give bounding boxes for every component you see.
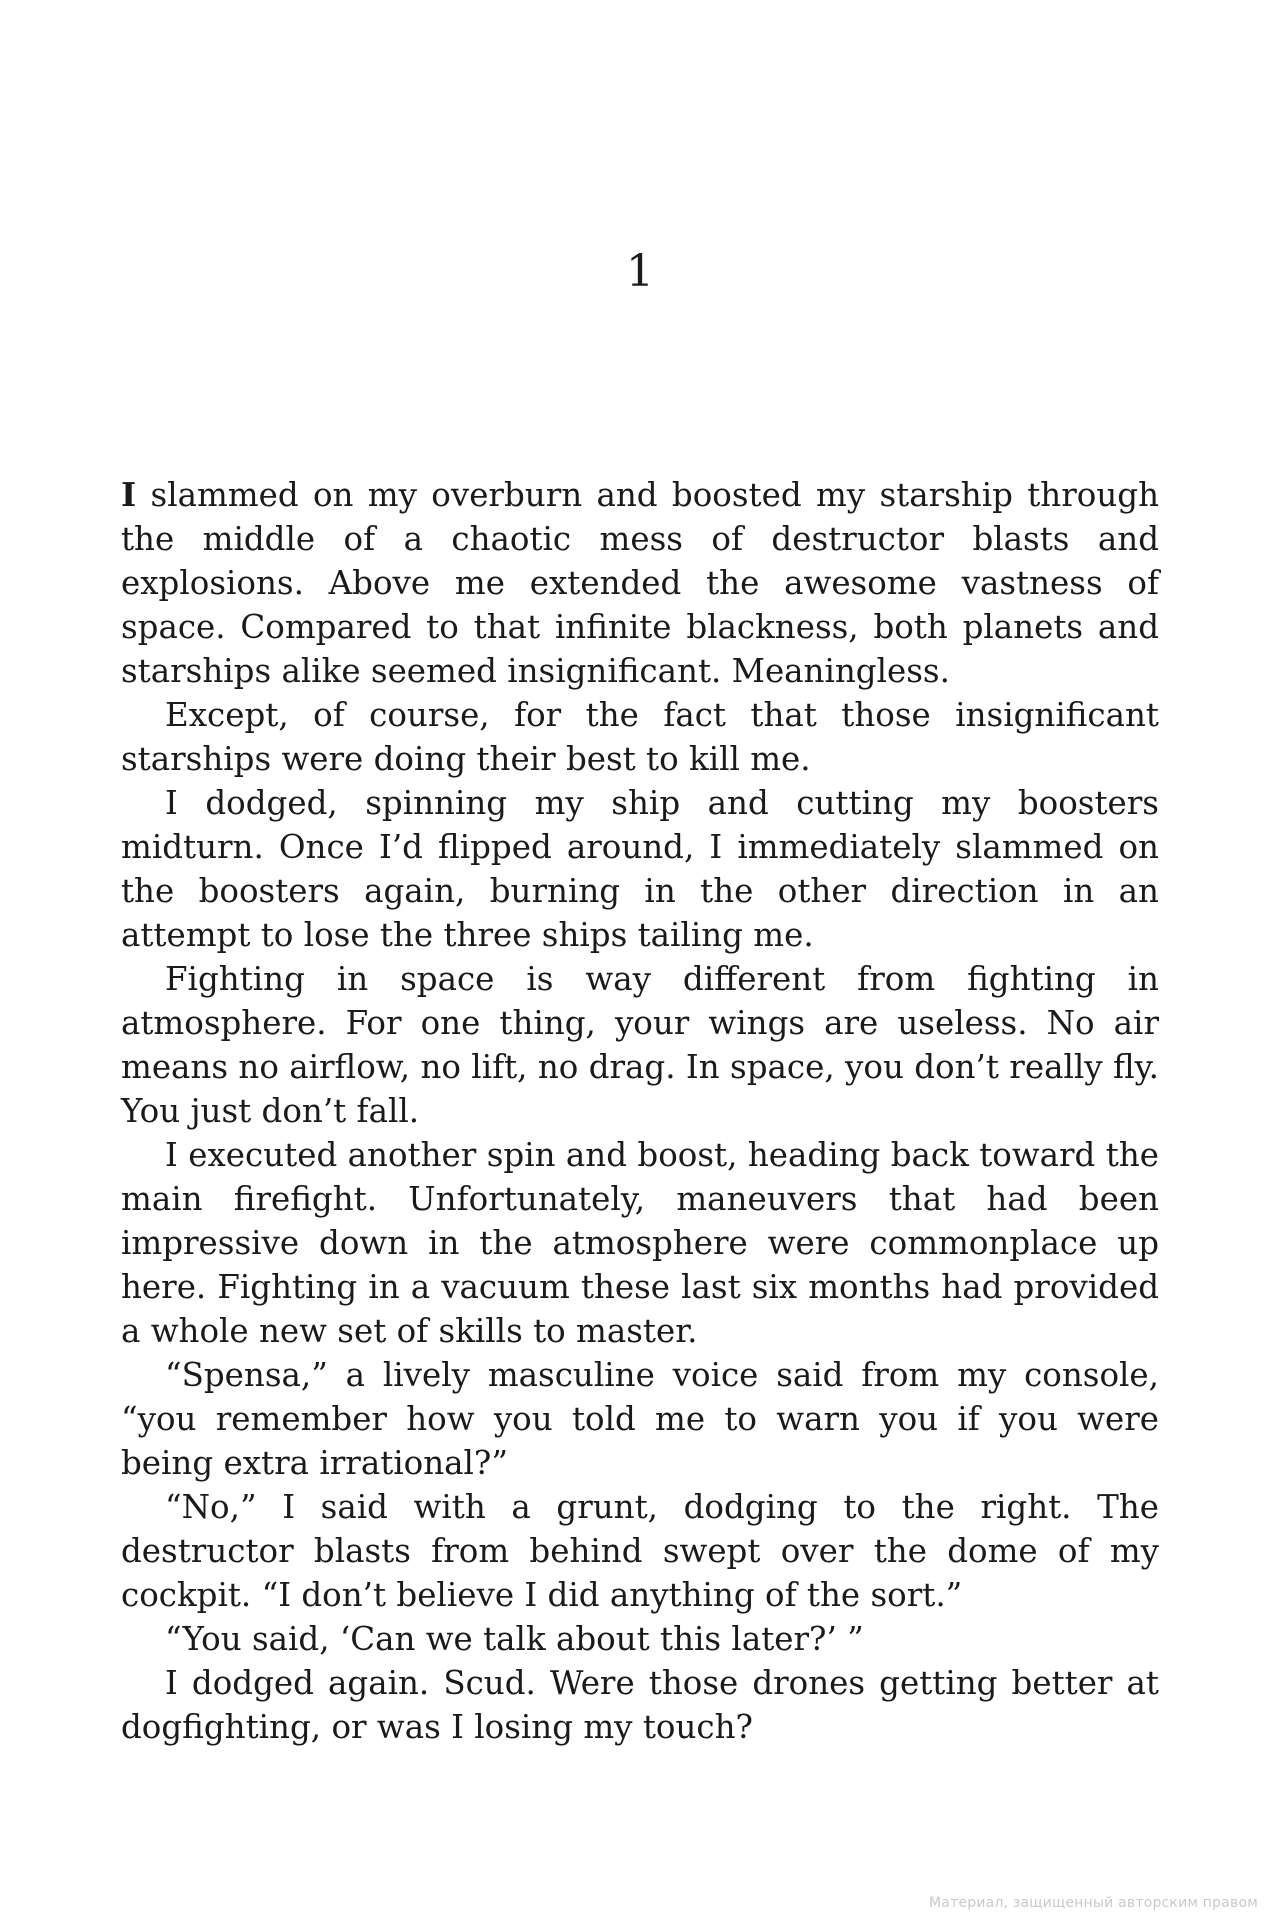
- paragraph-5: I executed another spin and boost, heading back toward the main firefight. Unfortunately, maneuvers that had been impressive down in the atmosphere were commonplace up here. Fighting in a vacuum these last six months had provided a whole new set of skills to master.: [121, 1136, 1159, 1350]
- chapter-number: 1: [626, 246, 654, 297]
- paragraph-8: “You said, ‘Can we talk about this later?’ ”: [165, 1620, 864, 1658]
- paragraph-2: Except, of course, for the fact that those insignificant starships were doing their best to kill me.: [121, 696, 1159, 778]
- copyright-watermark: Материал, защищенный авторским правом: [929, 1895, 1258, 1911]
- paragraph-9: I dodged again. Scud. Were those drones getting better at dogfighting, or was I losing my touch?: [121, 1664, 1159, 1746]
- paragraph-7: “No,” I said with a grunt, dodging to the right. The destructor blasts from behind swept over the dome of my cockpit. “I don’t believe I did anything of the sort.”: [121, 1488, 1159, 1614]
- paragraph-6: “Spensa,” a lively masculine voice said from my console, “you remember how you told me to warn you if you were being extra irrational?”: [121, 1356, 1159, 1482]
- paragraph-1-text: slammed on my overburn and boosted my starship through the middle of a chaotic mess of destructor blasts and explosions. Above me extended the awesome vastness of space. Compared to that infinite blackness, both planets and starships alike seemed insignificant. Meaningless.: [121, 476, 1159, 690]
- paragraph-3: I dodged, spinning my ship and cutting my boosters midturn. Once I’d flipped around, I immediately slammed on the boosters again, burning in the other direction in an attempt to lose the three ships tailing me.: [121, 784, 1159, 954]
- paragraph-4: Fighting in space is way different from fighting in atmosphere. For one thing, your wings are useless. No air means no airflow, no lift, no drag. In space, you don’t really fly. You just don’t fall.: [121, 960, 1159, 1130]
- paragraph-1: [121, 473, 1159, 693]
- chapter-body: [121, 473, 1159, 1749]
- paragraph-initial: I: [121, 475, 137, 514]
